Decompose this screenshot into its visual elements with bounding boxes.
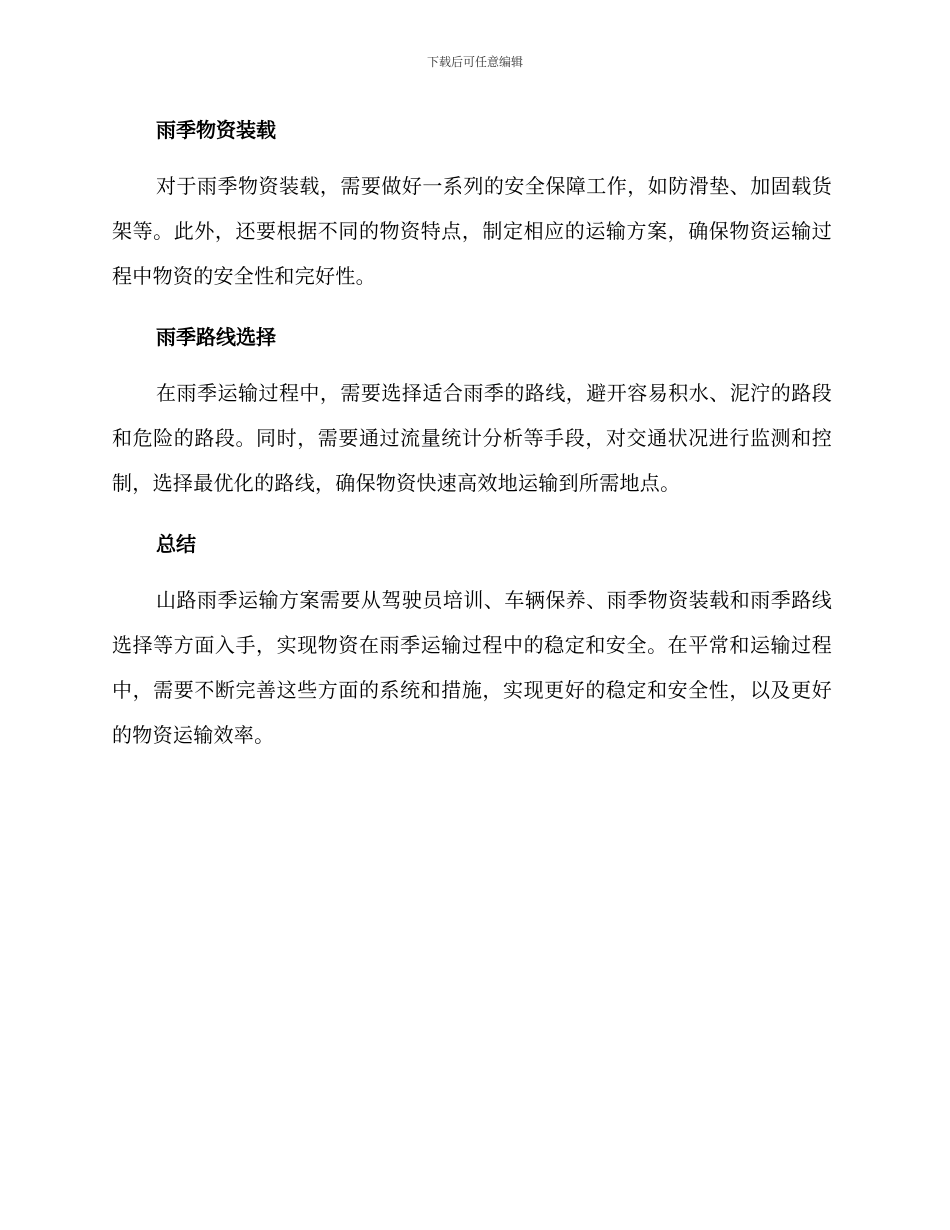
page-header-note: 下载后可任意编辑 xyxy=(426,55,523,69)
document-body xyxy=(112,110,832,758)
section-paragraph-summary: 山路雨季运输方案需要从驾驶员培训、车辆保养、雨季物资装载和雨季路线选择等方面入手，实现物资在雨季运输过程中的稳定和安全。在平常和运输过程中，需要不断完善这些方面的系统和措施，实现更好的稳定和安全性，以及更好的物资运输效率。 xyxy=(112,588,832,747)
section-heading-summary: 总结 xyxy=(156,532,196,556)
section-heading-cargo-loading: 雨季物资装载 xyxy=(156,118,276,142)
section-paragraph-route-selection: 在雨季运输过程中，需要选择适合雨季的路线，避开容易积水、泥泞的路段和危险的路段。同时，需要通过流量统计分析等手段，对交通状况进行监测和控制，选择最优化的路线，确保物资快速高效地运输到所需地点。 xyxy=(112,381,832,495)
section-paragraph-cargo-loading: 对于雨季物资装载，需要做好一系列的安全保障工作，如防滑垫、加固载货架等。此外，还要根据不同的物资特点，制定相应的运输方案，确保物资运输过程中物资的安全性和完好性。 xyxy=(112,174,832,288)
section-heading-route-selection: 雨季路线选择 xyxy=(156,325,276,349)
